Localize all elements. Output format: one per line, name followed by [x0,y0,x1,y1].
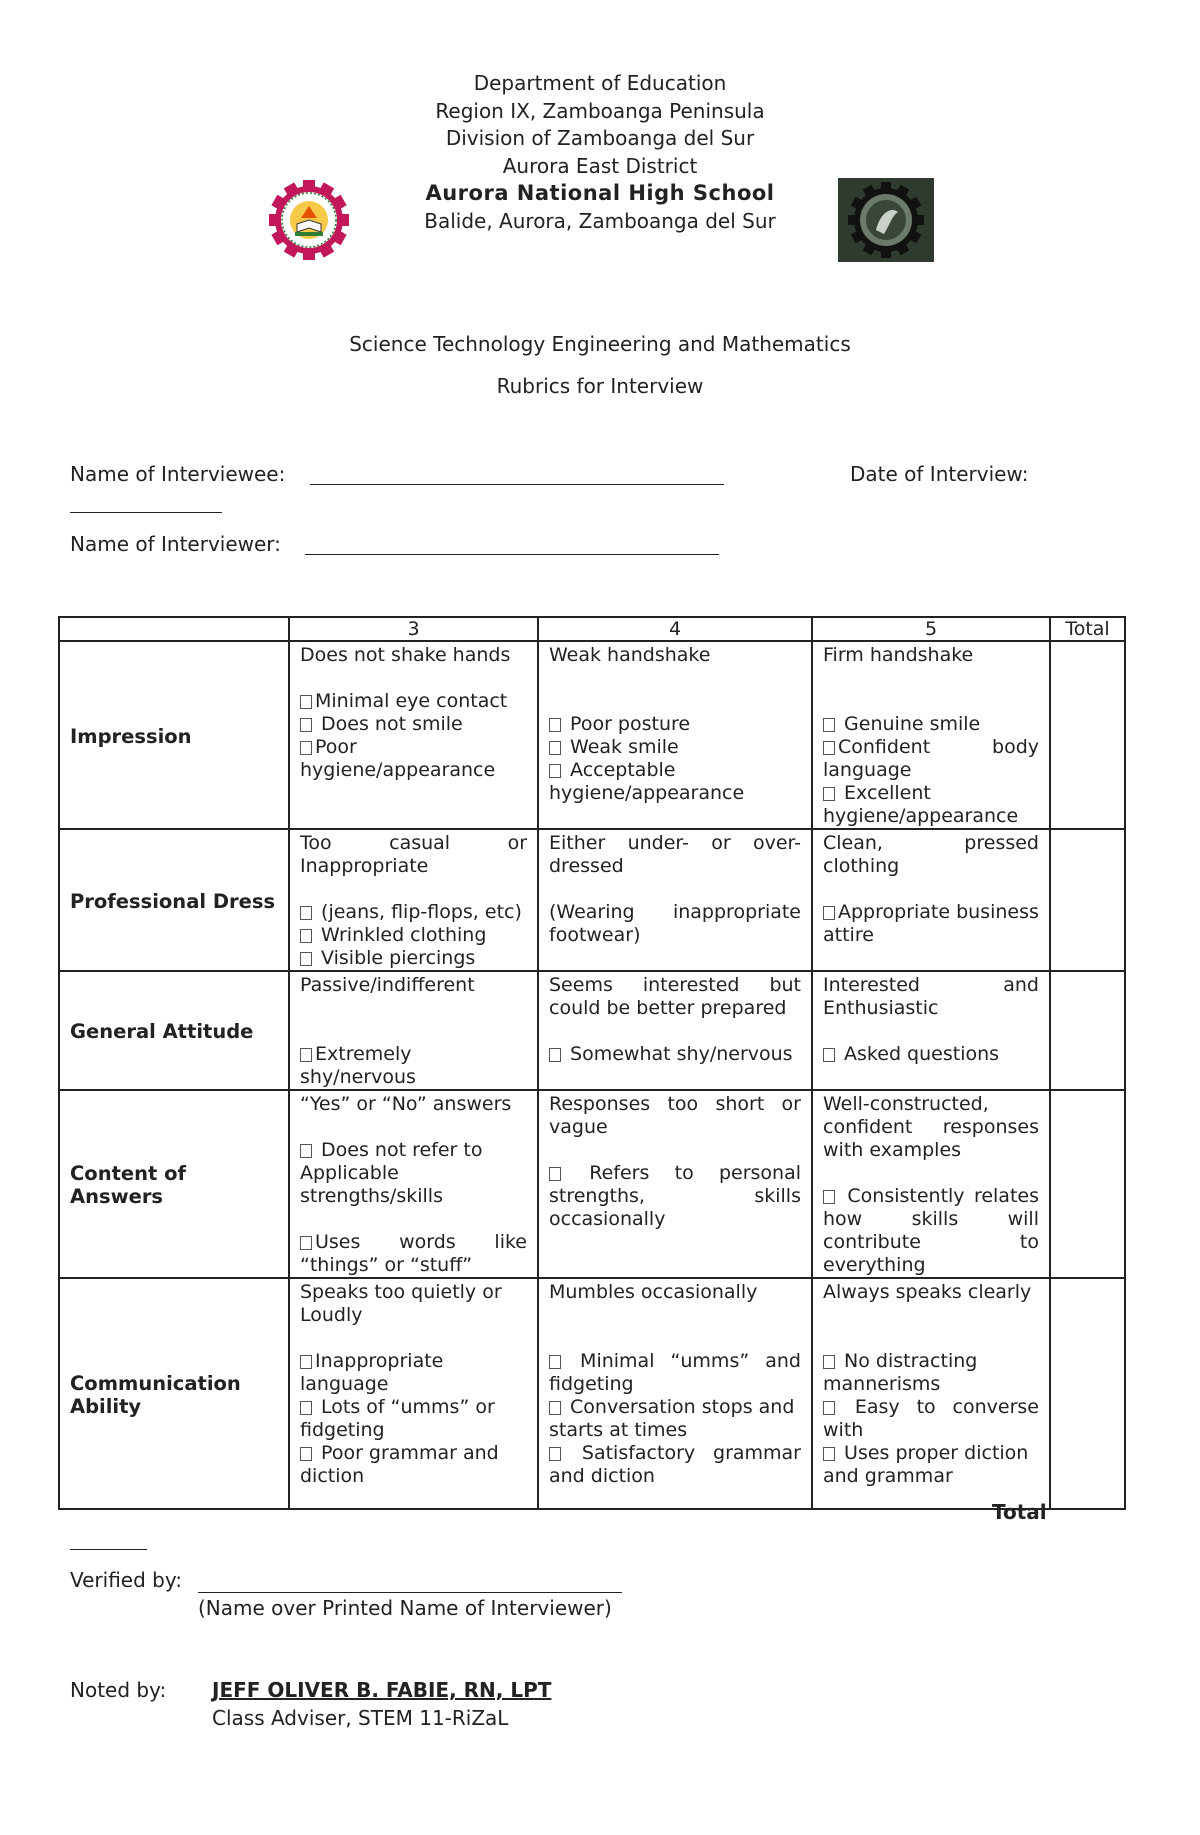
line-gap [300,878,527,901]
grand-total-line[interactable] [70,1549,147,1550]
bullet-box-icon [300,1355,312,1369]
descriptor-line: Asked questions [823,1043,1039,1066]
descriptor-line: Inappropriate language [300,1350,444,1395]
bullet-box-icon [549,1167,561,1181]
descriptor-cell-4 [538,641,812,829]
descriptor-line: Well-constructed, confident responses with examples [823,1093,1039,1161]
descriptor-line: “Yes” or “No” answers [300,1093,512,1115]
header-line-1: Department of Education [473,71,727,95]
school-address: Balide, Aurora, Zamboanga del Sur [424,208,776,233]
descriptor-cell-3 [289,1090,538,1278]
header-cell-3: 3 [289,617,538,641]
letterhead [0,70,1200,235]
descriptor-line: Minimal eye contact [300,690,527,713]
line-gap [823,1162,1039,1185]
descriptor-cell-4 [538,971,812,1090]
line-gap [549,1139,801,1162]
descriptor-line: Genuine smile [823,713,1039,736]
form-subject-title: Science Technology Engineering and Mathematics [349,332,851,356]
bullet-box-icon [823,787,835,801]
descriptor-line: Conversation stops and starts at times [549,1396,795,1441]
row-total-cell[interactable] [1050,971,1125,1090]
descriptor-line: Speaks too quietly or Loudly [300,1281,502,1326]
bullet-box-icon [549,1048,561,1062]
gear-emblem-icon [838,178,934,262]
criterion-cell: Professional Dress [59,829,289,971]
bullet-box-icon [823,1447,835,1461]
header-cell-total: Total [1050,617,1125,641]
line-gap [300,1327,527,1350]
verified-signature-line[interactable] [198,1592,622,1593]
descriptor-cell-4 [538,1090,812,1278]
verified-label: Verified by: [70,1568,182,1592]
bullet-box-icon [300,1144,312,1158]
header-cell-4: 4 [538,617,812,641]
descriptor-line: Firm handshake [823,644,974,666]
descriptor-line: Does not refer to Applicable strengths/skills [300,1139,483,1207]
descriptor-line: Clean, pressed clothing [823,832,1039,877]
rubric-row [59,641,1125,829]
bullet-box-icon [300,906,312,920]
noted-signer-name: JEFF OLIVER B. FABIE, RN, LPT [212,1678,552,1702]
bullet-box-icon [549,1355,561,1369]
row-total-cell[interactable] [1050,641,1125,829]
criterion-cell: Content of Answers [59,1090,289,1278]
descriptor-cell-3 [289,971,538,1090]
line-gap [549,1020,801,1043]
criterion-cell: Communication Ability [59,1278,289,1509]
rubric-row [59,971,1125,1090]
descriptor-line: Always speaks clearly [823,1281,1032,1303]
bullet-box-icon [300,1048,312,1062]
descriptor-line: Poor hygiene/appearance [300,736,496,781]
descriptor-line: Wrinkled clothing [300,924,527,947]
descriptor-cell-4 [538,1278,812,1509]
grand-total-label: Total [992,1500,1047,1524]
descriptor-line: Minimal “umms” and fidgeting [549,1350,801,1395]
line-gap [300,1020,527,1043]
descriptor-line: Uses proper diction and grammar [823,1442,1029,1487]
descriptor-line: Does not smile [300,713,527,736]
bullet-box-icon [823,906,835,920]
rubric-table [58,616,1126,1510]
bullet-box-icon [823,741,835,755]
line-gap [300,667,527,690]
table-header-row [59,617,1125,641]
bullet-box-icon [549,1447,561,1461]
bullet-box-icon [300,952,312,966]
descriptor-line: Excellent hygiene/appearance [823,782,1019,827]
descriptor-line: Extremely shy/nervous [300,1043,416,1088]
criterion-cell: General Attitude [59,971,289,1090]
header-line-4: Aurora East District [502,153,698,178]
line-gap [549,1327,801,1350]
descriptor-line: Satisfactory grammar and diction [549,1442,801,1487]
bullet-box-icon [549,764,561,778]
school-seal-logo [258,180,360,260]
bullet-box-icon [549,1401,561,1415]
line-gap [549,690,801,713]
line-gap [823,690,1039,713]
descriptor-cell-5 [812,1090,1050,1278]
header-cell-5: 5 [812,617,1050,641]
descriptor-cell-5 [812,1278,1050,1509]
bullet-box-icon [549,741,561,755]
interviewee-input-line[interactable] [310,484,724,485]
bullet-box-icon [823,1401,835,1415]
descriptor-cell-4 [538,829,812,971]
rubric-row [59,1278,1125,1509]
descriptor-line: (Wearing inappropriate footwear) [549,901,801,946]
school-seal-icon [258,180,360,260]
descriptor-line: Passive/indifferent [300,974,475,996]
line-gap [823,1020,1039,1043]
line-gap [823,878,1039,901]
descriptor-line: Lots of “umms” or fidgeting [300,1396,495,1441]
descriptor-cell-5 [812,829,1050,971]
verified-caption: (Name over Printed Name of Interviewer) [198,1596,612,1620]
bullet-box-icon [300,1401,312,1415]
descriptor-line: Consistently relates how skills will contribute to everything [823,1185,1039,1276]
descriptor-line: Uses words like “things” or “stuff” [300,1231,527,1276]
descriptor-line: Somewhat shy/nervous [549,1043,801,1066]
rubric-row [59,1090,1125,1278]
interviewer-input-line[interactable] [305,554,719,555]
descriptor-line: Does not shake hands [300,644,511,666]
noted-label: Noted by: [70,1678,167,1702]
descriptor-line: Seems interested but could be better prepared [549,974,801,1019]
school-name: Aurora National High School [425,181,775,205]
descriptor-line: Visible piercings [300,947,527,970]
descriptor-line: Mumbles occasionally [549,1281,758,1303]
bullet-box-icon [823,1048,835,1062]
line-gap [549,878,801,901]
bullet-box-icon [300,741,312,755]
bullet-box-icon [823,718,835,732]
interviewer-label: Name of Interviewer: [70,532,281,556]
form-title: Rubrics for Interview [496,374,704,398]
descriptor-line: Acceptable hygiene/appearance [549,759,745,804]
descriptor-line: Easy to converse with [823,1396,1039,1441]
bullet-box-icon [549,718,561,732]
row-total-cell[interactable] [1050,829,1125,971]
stem-gear-logo [838,178,934,262]
descriptor-cell-3 [289,641,538,829]
bullet-box-icon [300,718,312,732]
line-gap [300,1116,527,1139]
descriptor-line: Either under- or over-dressed [549,832,801,877]
date-label: Date of Interview: [850,462,1029,486]
descriptor-line: (jeans, flip-flops, etc) [300,901,527,924]
row-total-cell[interactable] [1050,1090,1125,1278]
descriptor-cell-3 [289,1278,538,1509]
descriptor-line: Too casual or Inappropriate [300,832,527,877]
line-gap [823,1304,1039,1327]
descriptor-line: Responses too short or vague [549,1093,801,1138]
header-line-2: Region IX, Zamboanga Peninsula [435,98,765,123]
line-gap [300,997,527,1020]
rubric-row [59,829,1125,971]
line-gap [823,667,1039,690]
bullet-box-icon [300,695,312,709]
interviewee-label: Name of Interviewee: [70,462,286,486]
descriptor-cell-3 [289,829,538,971]
descriptor-line: Interested and Enthusiastic [823,974,1039,1019]
date-input-line[interactable] [70,512,222,513]
bullet-box-icon [300,929,312,943]
descriptor-line: Weak smile [549,736,801,759]
descriptor-line: Weak handshake [549,644,711,666]
line-gap [823,1327,1039,1350]
header-line-3: Division of Zamboanga del Sur [445,126,755,150]
descriptor-cell-5 [812,641,1050,829]
line-gap [549,1304,801,1327]
noted-signer-title: Class Adviser, STEM 11-RiZaL [212,1706,509,1730]
line-gap [549,667,801,690]
descriptor-line: Refers to personal strengths, skills occasionally [549,1162,801,1230]
bullet-box-icon [300,1447,312,1461]
descriptor-line: Confident body language [823,736,1039,781]
criterion-cell: Impression [59,641,289,829]
descriptor-line: No distracting mannerisms [823,1350,978,1395]
bullet-box-icon [300,1236,312,1250]
header-cell-empty [59,617,289,641]
row-total-cell[interactable] [1050,1278,1125,1509]
descriptor-line: Poor posture [549,713,801,736]
bullet-box-icon [823,1190,835,1204]
descriptor-line: Poor grammar and diction [300,1442,499,1487]
descriptor-cell-5 [812,971,1050,1090]
descriptor-line: Appropriate business attire [823,901,1039,946]
line-gap [300,1208,527,1231]
bullet-box-icon [823,1355,835,1369]
